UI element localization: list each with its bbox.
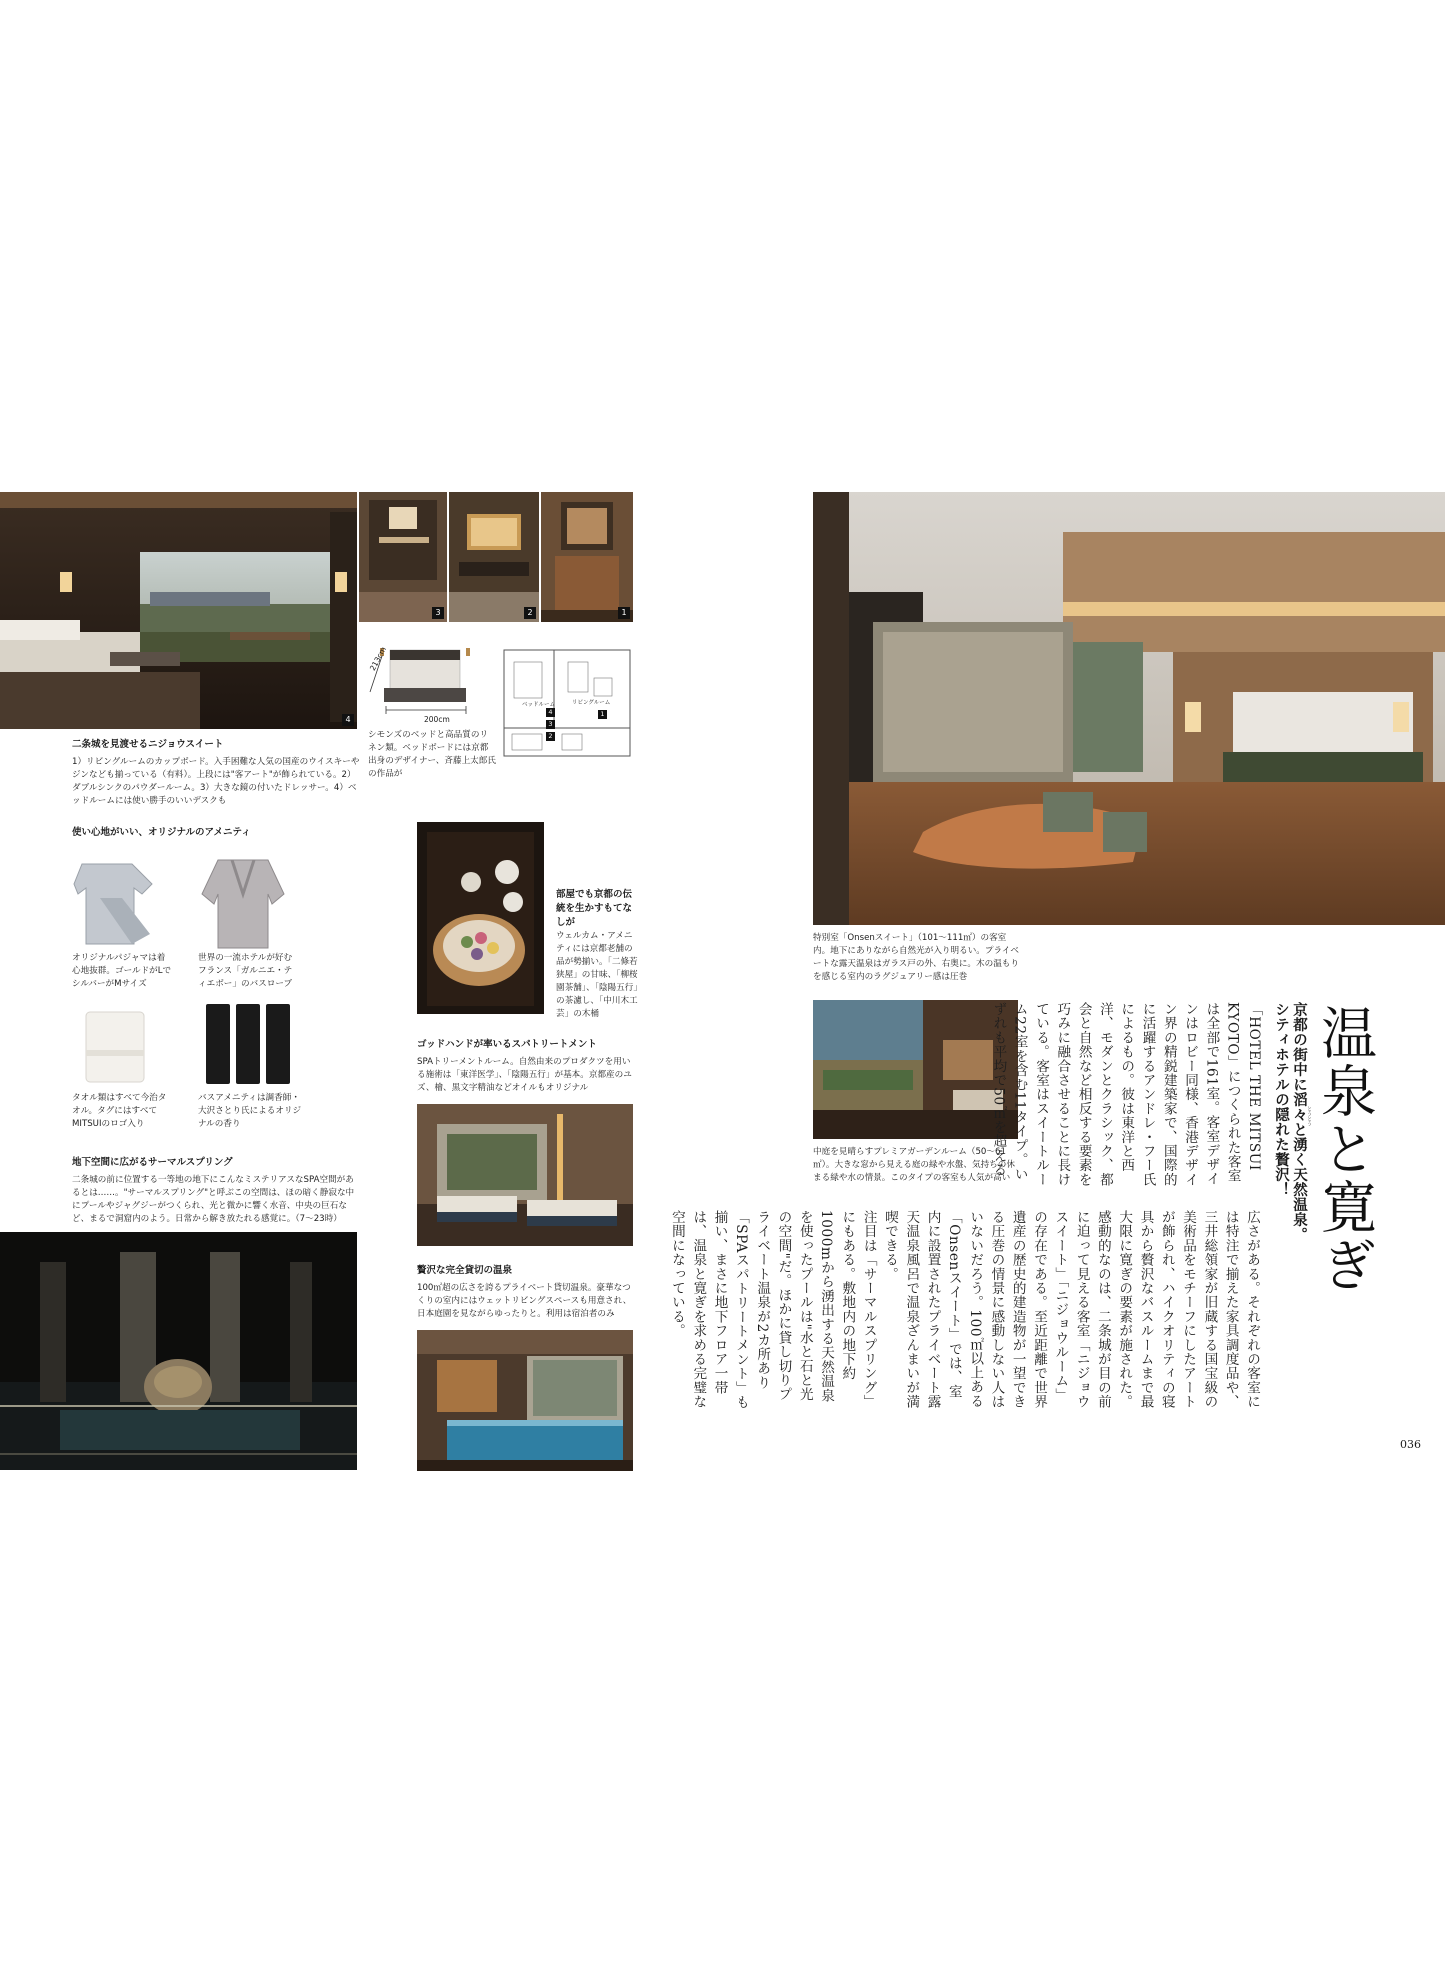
welcome-title: 部屋でも京都の伝統を生かすもてなしが [556,889,633,928]
bathrobe-photo [198,854,288,950]
body-paragraph-4: 注目は「サーマルスプリング」にもある。敷地内の地下約1000mから湧出する天然温泉を使ったプールは"水と石と光の空間"だ。ほかに貸し切りプライベート温泉が2カ所あり「SPAスパトリートメント」も揃い、まさに地下フロア一帯は、温泉と寛ぎを求める完璧な空間になっている。 [668,1210,877,1410]
body-paragraph-3: 感動的なのは、二条城が目の前に迫って見える客室「ニジョウスイート」「ニジョウルーム」の存在である。至近距離で世界遺産の歴史的建造物が一望できる圧巻の情景に感動しない人はいないだろう。100㎡以上ある「Onsenスイート」では、室内に設置されたプライベート露天温泉風呂で温泉ざんまいが満喫できる。 [881,1210,1111,1409]
subhead-1: 京都の街中に滔々と湧く天然温泉。 [1291,1002,1307,1242]
floorplan-marker-3: 3 [546,720,555,729]
body-paragraph-2: 広さがある。それぞれの客室には特注で揃えた家具調度品や、三井総領家が旧蔵する国宝級の美術品をモチーフにしたアートが飾られ、ハイクオリティの寝具から贅沢なバスルームまで最大限に寛ぎの要素が施された。 [1116,1210,1260,1409]
suite-floorplan [502,648,632,758]
towel-photo [80,1000,150,1084]
onsen-suite-photo [813,492,1445,925]
suite-caption-text: 1）リビングルームのカップボード。入手困難な人気の国産のウイスキーやジンなども揃っている（有料）。上段には"客アート"が飾られている。2）ダブルシンクのパウダールーム。3）大きな鏡の付いたドレッサー。4）ベッドルームには使い勝手のいいデスクも [72,757,360,806]
amenity-title: 使い心地がいい、オリジナルのアメニティ [72,827,251,838]
floorplan-marker-2: 2 [546,732,555,741]
suite-caption-title: 二条城を見渡せるニジョウスイート [72,739,224,750]
photo-number-2: 2 [524,607,536,619]
bed-width-label: 200cm [424,715,450,724]
body-paragraph-1: 「HOTEL THE MITSUI KYOTO」につくられた客室は全部で161室。客室デザインはロビー同様、香港デザイン界の精鋭建築家で、国際的に活躍するアンドレ・フー氏によるもの。彼は東洋と西洋、モダンとクラシック、都会と自然など相反する要素を巧みに融合させることに長けている。客室はスイートルーム22室を含む11タイプ。いずれも平均で50㎡を超える [990,1002,1262,1187]
thermal-title: 地下空間に広がるサーマルスプリング [72,1157,233,1168]
headline: 温泉と寛ぎ [1312,1004,1377,1294]
private-bath-title: 贅沢な完全貸切の温泉 [417,1265,513,1276]
bath-amenity-caption: バスアメニティは調香師・大沢さとり氏によるオリジナルの香り [198,1093,302,1129]
spa-text: SPAトリーメントルーム。自然由来のプロダクツを用いる施術は「東洋医学」、「陰陽五行」が基本。京都産のユズ、檜、黒文字精油などオイルもオリジナル [417,1057,632,1093]
photo-number-3: 3 [432,607,444,619]
page-number: 036 [1400,1438,1421,1451]
floorplan-living-label: リビングルーム [572,700,611,706]
floorplan-marker-1: 1 [598,710,607,719]
suite-cupboard-photo [359,492,447,622]
garden-room-caption: 中庭を見晴らすプレミアガーデンルーム（50〜61㎡）。大きな窓から見える庭の緑や水盤、気持ちの休まる緑や水の情景。このタイプの客室も人気が高い [813,1147,1015,1183]
bath-amenity-photo [200,1000,296,1086]
subhead-2: シティホテルの隠れた贅沢！ [1273,1002,1289,1197]
suite-dresser-photo [541,492,633,622]
thermal-text: 二条城の前に位置する一等地の地下にこんなミステリアスなSPA空間があるとは……。"サーマルスプリング"と呼ぶこの空間は、ほの暗く静寂な中にプールやジャグジーがつくられ、光と微かに響く水音、中央の巨石など、まるで洞窟内のよう。日常から解き放たれる感覚に。（7〜23時） [72,1175,355,1224]
private-onsen-photo [417,1330,633,1471]
spa-treatment-photo [417,1104,633,1246]
spa-title: ゴッドハンドが率いるスパトリートメント [417,1039,597,1050]
ruby-annotation: とうとう [1306,1106,1312,1126]
towel-caption: タオル類はすべて今治タオル。タグにはすべてMITSUIのロゴ入り [72,1093,167,1129]
floorplan-marker-4: 4 [546,708,555,717]
photo-number-1: 1 [618,607,630,619]
photo-number-4: 4 [342,714,354,726]
bed-caption: シモンズのベッドと高品質のリネン類。ベッドボードには京都出身のデザイナー、斉藤上太郎氏の作品が [368,730,496,779]
floorplan-bedroom-label: ベッドルーム [522,702,556,708]
body-col-1 [990,1002,1264,1188]
pajama-caption: オリジナルパジャマは着心地抜群。ゴールドがLでシルバーがMサイズ [72,953,172,989]
private-bath-text: 100㎡超の広さを誇るプライベート貸切温泉。豪華なつくりの室内にはウェットリビングスペースも用意され、日本庭園を見ながらゆったりと。利用は宿泊者のみ [417,1283,632,1319]
suite-bedroom-photo [0,492,357,729]
welcome-amenity-photo [417,822,544,1014]
suite-powder-room-photo [449,492,539,622]
onsen-suite-caption: 特別室「Onsenスイート」（101〜111㎡）の客室内。地下にありながら自然光が入り明るい。プライベートな露天温泉はガラス戸の外、右奥に。木の温もりを感じる室内のラグジュアリー感は圧巻 [813,933,1019,982]
body-col-2 [668,1210,1262,1412]
welcome-text: ウェルカム・アメニティには京都老舗の品が勢揃い。「二條若狭屋」の甘味、「柳桜園茶舗」、「陰陽五行」の茶濾し、「中川木工芸」の木桶 [556,931,638,1019]
bathrobe-caption: 世界の一流ホテルが好むフランス「ガルニエ・ティエボー」のバスローブ [198,953,293,989]
bed-depth-label: 213cm [368,645,389,673]
pajama-photo [72,854,162,950]
thermal-spring-photo [0,1232,357,1470]
